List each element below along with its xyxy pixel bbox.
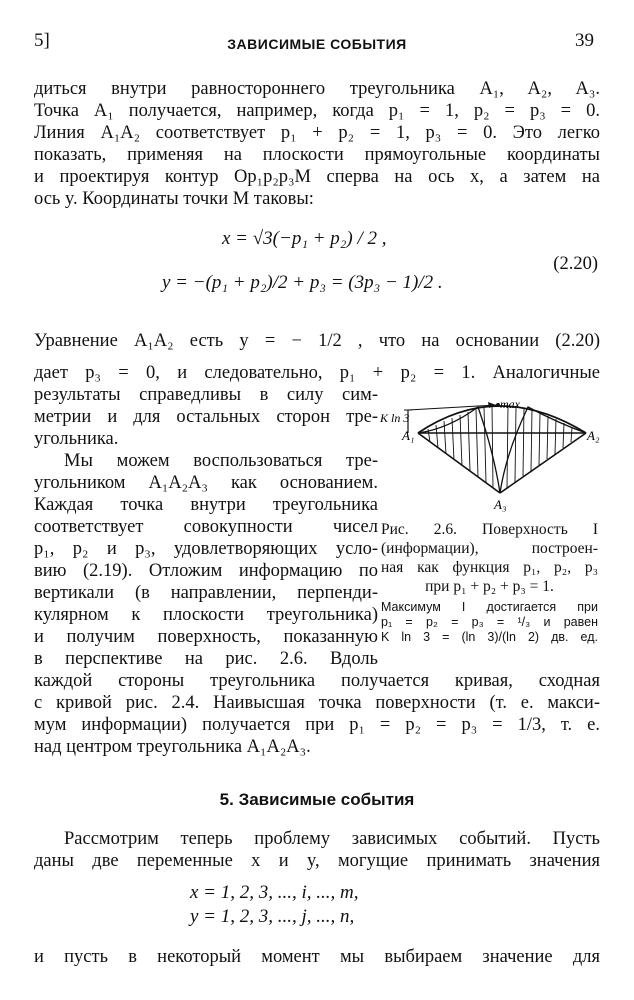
figure-caption-line: при p₁ + p₂ + p₃ = 1. — [425, 578, 554, 595]
text-line: в перспективе на рис. 2.6. Вдоль — [34, 649, 378, 669]
surface-side-curve-right — [500, 407, 586, 493]
text-line: соответствует совокупности чисел — [34, 517, 378, 537]
text-line: каждой стороны треугольника получается кривая, сходная — [34, 671, 600, 691]
text-line: угольника. — [34, 429, 119, 449]
text-line: ось y. Координаты точки M таковы: — [34, 189, 314, 209]
text-line: и пусть в некоторый момент мы выбираем значение для — [34, 947, 600, 967]
section-number: 5] — [34, 30, 50, 51]
running-title: ЗАВИСИМЫЕ СОБЫТИЯ — [227, 36, 407, 52]
triangle-side-a1a3 — [418, 433, 500, 493]
values-x: x = 1, 2, 3, ..., i, ..., m, — [190, 882, 359, 903]
figure-caption-line: Рис. 2.6. Поверхность I — [381, 521, 598, 538]
figure-surface-diagram — [378, 393, 603, 513]
label-a2: A₂ — [587, 428, 600, 443]
figure-note-line: K ln 3 = (ln 3)/(ln 2) дв. ед. — [381, 630, 598, 644]
surface-side-curve-left — [418, 407, 500, 493]
section-title: 5. Зависимые события — [219, 790, 415, 809]
text-line: даны две переменные x и y, могущие принимать значения — [34, 851, 600, 871]
label-a1: A₁ — [402, 428, 415, 443]
figure-caption-line: (информации), построен- — [381, 540, 598, 557]
text-line: Каждая точка внутри треугольника — [34, 495, 378, 515]
text-line: показать, применяя на плоскости прямоугольные координаты — [34, 145, 600, 165]
text-line: и проектируя контур Op₁p₂p₃M сперва на ось x, а затем на — [34, 167, 600, 187]
equation-y: y = −(p₁ + p₂)/2 + p₃ = (3p₃ − 1)/2 . — [162, 272, 443, 293]
text-line: p₁, p₂ и p₃, удовлетворяющих усло- — [34, 539, 378, 559]
text-line: Мы можем воспользоваться тре- — [64, 451, 378, 471]
text-line: угольником A₁A₂A₃ как основанием. — [34, 473, 378, 493]
text-line: вию (2.19). Отложим информацию по — [34, 561, 378, 581]
text-line: дает p₃ = 0, и следовательно, p₁ + p₂ = 1. Аналогичные — [34, 363, 600, 383]
text-line: и получим поверхность, показанную — [34, 627, 378, 647]
figure-note-line: Максимум I достигается при — [381, 600, 598, 614]
text-line: над центром треугольника A₁A₂A₃. — [34, 737, 311, 757]
text-line: кулярном к плоскости треугольника) — [34, 605, 378, 625]
label-a3: A₃ — [494, 497, 507, 512]
label-max: max — [500, 397, 520, 411]
figure-caption-line: ная как функция p₁, p₂, p₃ — [381, 559, 598, 576]
text-line: Точка A₁ получается, например, когда p₁ = 1, p₂ = p₃ = 0. — [34, 101, 600, 121]
values-y: y = 1, 2, 3, ..., j, ..., n, — [190, 906, 355, 927]
text-line: вертикали (в направлении, перпенди- — [34, 583, 378, 603]
figure-note-line: p₁ = p₂ = p₃ = ¹/₃ и равен — [381, 615, 598, 629]
text-line: Уравнение A₁A₂ есть y = − 1/2 , что на основании (2.20) — [34, 331, 600, 351]
text-line: метрии и для остальных сторон тре- — [34, 407, 378, 427]
page-number: 39 — [575, 30, 594, 51]
equation-number: (2.20) — [553, 254, 598, 274]
text-line: Линия A₁A₂ соответствует p₁ + p₂ = 1, p₃ = 0. Это легко — [34, 123, 600, 143]
text-line: мум информации) получается при p₁ = p₂ = p₃ = 1/3, т. е. — [34, 715, 600, 735]
equation-x: x = √3(−p₁ + p₂) / 2 , — [222, 228, 387, 249]
text-line: результаты справедливы в силу сим- — [34, 385, 378, 405]
label-kln3: K ln 3 — [380, 411, 410, 425]
text-line: Рассмотрим теперь проблему зависимых событий. Пусть — [64, 829, 600, 849]
text-line: с кривой рис. 2.4. Наивысшая точка поверхности (т. е. макси- — [34, 693, 600, 713]
text-line: диться внутри равностороннего треугольника A₁, A₂, A₃. — [34, 79, 600, 99]
